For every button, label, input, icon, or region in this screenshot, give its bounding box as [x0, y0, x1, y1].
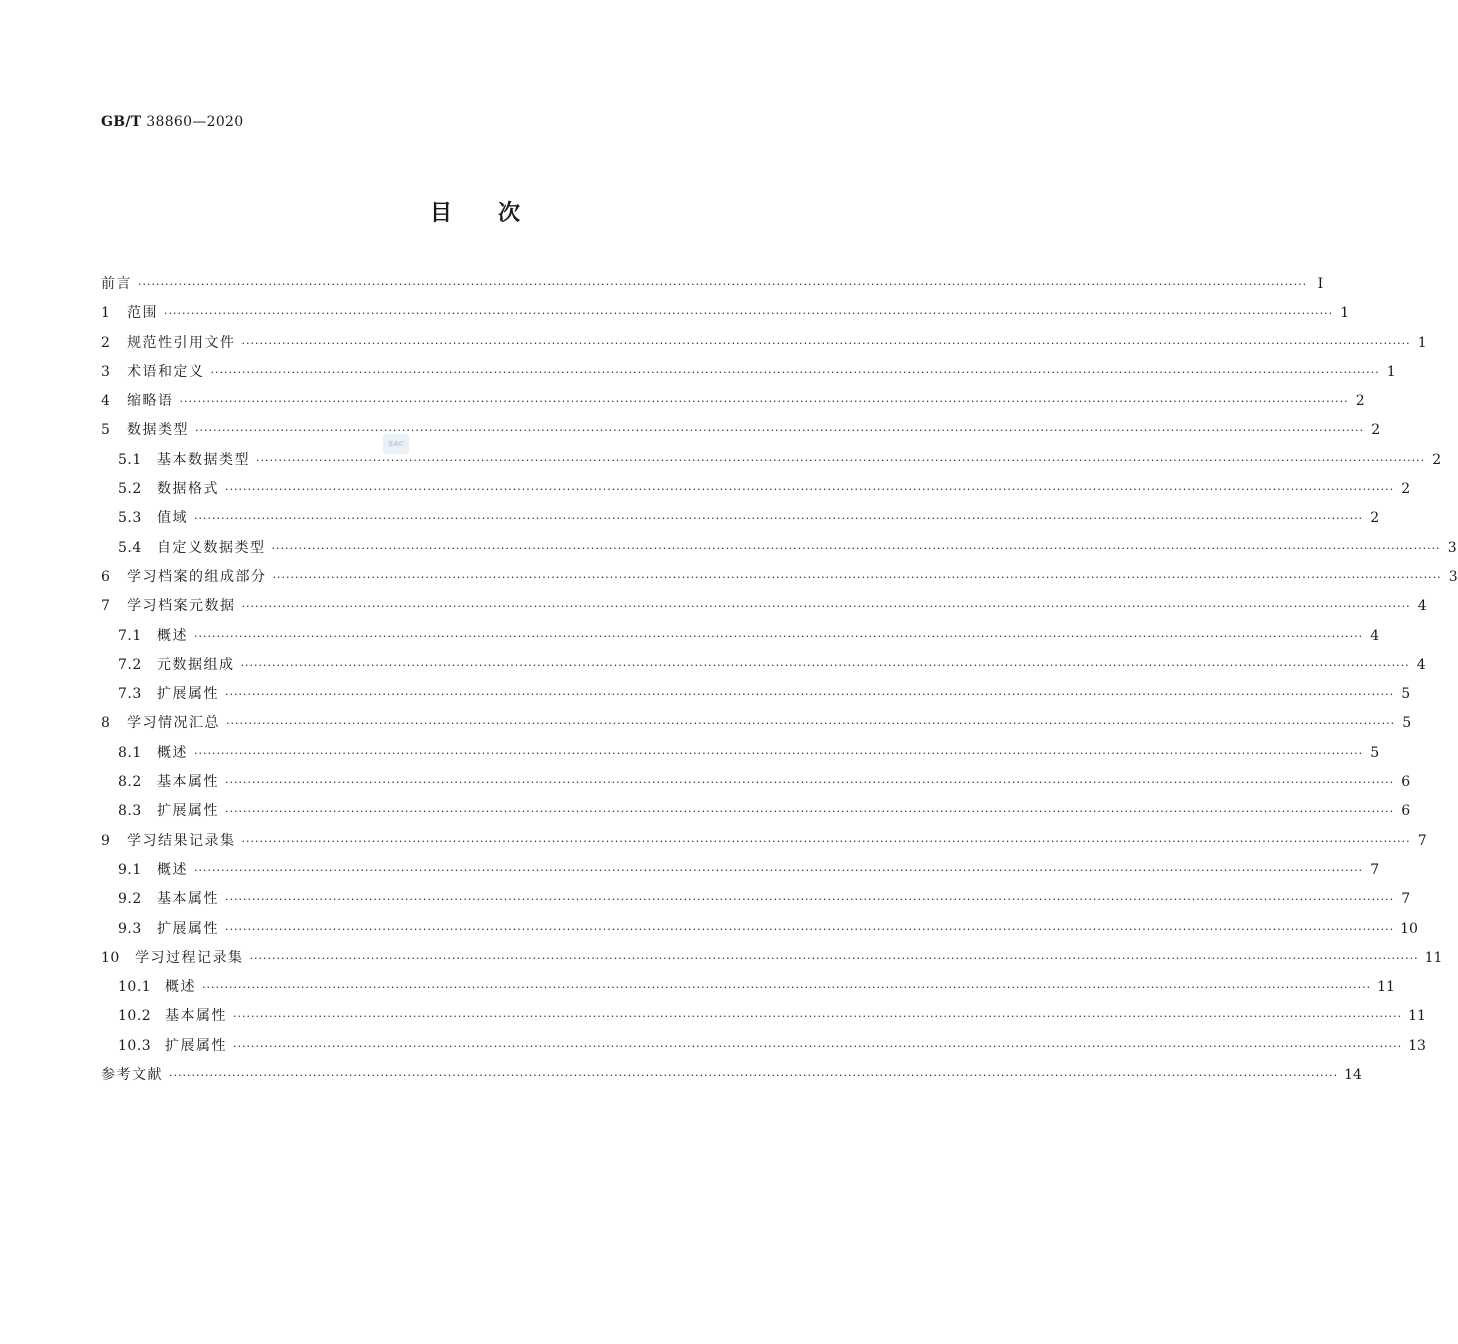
toc-entry-page: 4	[1416, 656, 1426, 673]
toc-entry[interactable]	[101, 739, 1380, 768]
toc-dot-leader: ····································································································································································································································································	[210, 365, 1380, 379]
toc-dot-leader: ····································································································································································································································································	[225, 805, 1395, 819]
toc-entry-number: 10.1	[118, 979, 152, 996]
toc-entry[interactable]	[101, 915, 1418, 944]
toc-entry[interactable]	[101, 504, 1380, 533]
toc-dot-leader: ····································································································································································································································································	[233, 1010, 1403, 1024]
toc-entry-page: 1	[1417, 334, 1427, 351]
toc-dot-leader: ····································································································································································································································································	[249, 951, 1419, 965]
toc-entry-page: 3	[1448, 568, 1458, 585]
toc-entry-number: 2	[101, 334, 111, 351]
toc-dot-leader: ····································································································································································································································································	[241, 834, 1411, 848]
toc-entry-number: 10.2	[118, 1008, 152, 1025]
toc-entry-page: 4	[1417, 598, 1427, 615]
toc-entry-page: 1	[1386, 363, 1396, 380]
toc-entry-label: 扩展属性	[157, 803, 219, 820]
toc-entry[interactable]	[101, 622, 1380, 651]
toc-dot-leader: ····································································································································································································································································	[164, 307, 1334, 321]
toc-entry-label: 学习档案的组成部分	[127, 568, 267, 585]
toc-entry-page: 3	[1447, 539, 1457, 556]
toc-entry[interactable]	[101, 709, 1412, 738]
toc-entry-page: 4	[1370, 627, 1380, 644]
toc-entry-number: 8.3	[118, 803, 142, 820]
toc-dot-leader: ····································································································································································································································································	[271, 541, 1441, 555]
toc-entry-label: 自定义数据类型	[157, 539, 266, 556]
toc-entry-page: 2	[1370, 510, 1380, 527]
toc-entry-label: 概述	[157, 627, 188, 644]
toc-dot-leader: ····································································································································································································································································	[195, 424, 1365, 438]
toc-entry-page: 6	[1401, 803, 1411, 820]
toc-entry[interactable]	[101, 973, 1395, 1002]
toc-entry-label: 扩展属性	[157, 920, 219, 937]
toc-entry-label: 基本属性	[157, 774, 219, 791]
toc-dot-leader: ····································································································································································································································································	[272, 570, 1442, 584]
toc-entry[interactable]	[101, 475, 1411, 504]
toc-entry-page: 11	[1424, 949, 1443, 966]
toc-entry-number: 6	[101, 568, 111, 585]
toc-entry-page: 1	[1340, 305, 1350, 322]
toc-entry[interactable]	[101, 944, 1443, 973]
toc-entry-label: 缩略语	[127, 393, 174, 410]
toc-entry[interactable]	[101, 797, 1411, 826]
toc-entry-page: 5	[1401, 686, 1411, 703]
toc-entry-number: 4	[101, 393, 111, 410]
toc-entry-page: 2	[1355, 393, 1365, 410]
toc-entry-label: 扩展属性	[157, 686, 219, 703]
toc-entry-page: 10	[1400, 920, 1418, 937]
toc-entry-label: 数据格式	[157, 481, 219, 498]
toc-entry-page: 7	[1401, 891, 1411, 908]
toc-entry-label: 学习过程记录集	[135, 949, 244, 966]
toc-entry-number: 9.3	[118, 920, 142, 937]
toc-entry[interactable]	[101, 885, 1411, 914]
toc-entry-page: Ⅰ	[1317, 276, 1324, 292]
toc-entry-page: 7	[1370, 861, 1380, 878]
toc-entry[interactable]	[101, 1061, 1362, 1090]
toc-entry-label: 术语和定义	[127, 363, 205, 380]
toc-entry-label: 元数据组成	[157, 656, 235, 673]
toc-dot-leader: ····································································································································································································································································	[233, 1039, 1403, 1053]
toc-entry-page: 11	[1377, 979, 1395, 996]
toc-entry-label: 概述	[157, 744, 188, 761]
toc-entry[interactable]	[101, 1002, 1426, 1031]
toc-entry[interactable]	[101, 387, 1365, 416]
toc-entry-number: 9.1	[118, 861, 142, 878]
toc-dot-leader: ····································································································································································································································································	[225, 688, 1395, 702]
toc-dot-leader: ····································································································································································································································································	[194, 512, 1364, 526]
toc-entry-label: 学习情况汇总	[127, 715, 220, 732]
toc-dot-leader: ····································································································································································································································································	[225, 483, 1395, 497]
toc-entry[interactable]	[101, 768, 1411, 797]
toc-dot-leader: ····································································································································································································································································	[225, 893, 1395, 907]
toc-entry[interactable]	[101, 651, 1426, 680]
standard-prefix: GB/T	[101, 114, 142, 130]
standard-number: 38860—2020	[146, 114, 244, 130]
toc-entry-label: 学习档案元数据	[127, 598, 236, 615]
toc-dot-leader: ····································································································································································································································································	[256, 453, 1426, 467]
toc-entry-label: 概述	[157, 861, 188, 878]
toc-entry-label: 规范性引用文件	[127, 334, 236, 351]
toc-entry-label: 值域	[157, 510, 188, 527]
toc-dot-leader: ····································································································································································································································································	[179, 395, 1349, 409]
toc-entry[interactable]	[101, 563, 1458, 592]
toc-entry-label: 学习结果记录集	[127, 832, 236, 849]
toc-entry-number: 1	[101, 305, 111, 322]
toc-dot-leader: ····································································································································································································································································	[240, 658, 1410, 672]
toc-entry-label: 前言	[101, 276, 132, 292]
toc-entry-page: 7	[1417, 832, 1427, 849]
toc-entry-label: 概述	[165, 979, 196, 996]
toc-entry-number: 7.1	[118, 627, 142, 644]
toc-entry-label: 基本数据类型	[157, 451, 250, 468]
toc-entry-number: 3	[101, 363, 111, 380]
toc-entry-page: 2	[1371, 422, 1381, 439]
toc-entry-label: 参考文献	[101, 1067, 163, 1084]
toc-entry-page: 11	[1408, 1008, 1426, 1025]
toc-entry-label: 基本属性	[157, 891, 219, 908]
toc-dot-leader: ····································································································································································································································································	[138, 278, 1308, 291]
toc-entry[interactable]	[101, 592, 1427, 621]
toc-entry-number: 8	[101, 715, 111, 732]
toc-entry[interactable]	[101, 856, 1380, 885]
toc-entry-number: 5.3	[118, 510, 142, 527]
toc-entry-page: 13	[1408, 1037, 1426, 1054]
toc-entry[interactable]	[101, 329, 1427, 358]
toc-entry-label: 扩展属性	[165, 1037, 227, 1054]
toc-entry-number: 8.1	[118, 744, 142, 761]
toc-dot-leader: ····································································································································································································································································	[225, 776, 1395, 790]
toc-entry-number: 10.3	[118, 1037, 152, 1054]
toc-dot-leader: ····································································································································································································································································	[194, 746, 1364, 760]
toc-entry-number: 8.2	[118, 774, 142, 791]
toc-dot-leader: ····································································································································································································································································	[202, 981, 1372, 995]
toc-entry[interactable]	[101, 1032, 1426, 1061]
toc-entry-number: 9	[101, 832, 111, 849]
toc-entry[interactable]	[101, 299, 1350, 328]
toc-entry-number: 5.4	[118, 539, 142, 556]
toc-entry-page: 6	[1401, 774, 1411, 791]
toc-entry-number: 5.1	[118, 451, 142, 468]
toc-entry[interactable]	[101, 446, 1442, 475]
toc-dot-leader: ····································································································································································································································································	[169, 1069, 1339, 1083]
toc-entry-label: 基本属性	[165, 1008, 227, 1025]
toc-entry[interactable]	[101, 680, 1411, 709]
toc-dot-leader: ····································································································································································································································································	[225, 922, 1395, 936]
toc-entry-page: 5	[1370, 744, 1380, 761]
toc-entry-page: 14	[1344, 1067, 1362, 1084]
toc-dot-leader: ····································································································································································································································································	[194, 629, 1364, 643]
toc-dot-leader: ····································································································································································································································································	[226, 717, 1396, 731]
toc-entry-number: 5.2	[118, 481, 142, 498]
toc-dot-leader: ····································································································································································································································································	[241, 336, 1411, 350]
toc-entry-page: 2	[1401, 481, 1411, 498]
toc-entry-label: 数据类型	[127, 422, 189, 439]
toc-entry-number: 9.2	[118, 891, 142, 908]
toc-entry[interactable]	[101, 270, 1324, 299]
toc-entry-page: 5	[1402, 715, 1412, 732]
standard-code	[101, 114, 243, 130]
page-title: 目次	[429, 201, 566, 226]
toc-entry[interactable]	[101, 534, 1457, 563]
toc-entry[interactable]	[101, 416, 1381, 445]
toc-entry-number: 7.2	[118, 656, 142, 673]
toc-entry[interactable]	[101, 358, 1396, 387]
toc-entry[interactable]	[101, 827, 1427, 856]
toc-dot-leader: ····································································································································································································································································	[194, 863, 1364, 877]
toc-entry-page: 2	[1432, 451, 1442, 468]
toc-entry-number: 7.3	[118, 686, 142, 703]
toc-dot-leader: ····································································································································································································································································	[241, 600, 1411, 614]
toc-entry-number: 10	[101, 949, 120, 966]
toc-entry-number: 7	[101, 598, 111, 615]
toc-entry-label: 范围	[127, 305, 158, 322]
sac-watermark: SAC	[383, 434, 409, 454]
table-of-contents	[101, 270, 1458, 1090]
toc-entry-number: 5	[101, 422, 111, 439]
